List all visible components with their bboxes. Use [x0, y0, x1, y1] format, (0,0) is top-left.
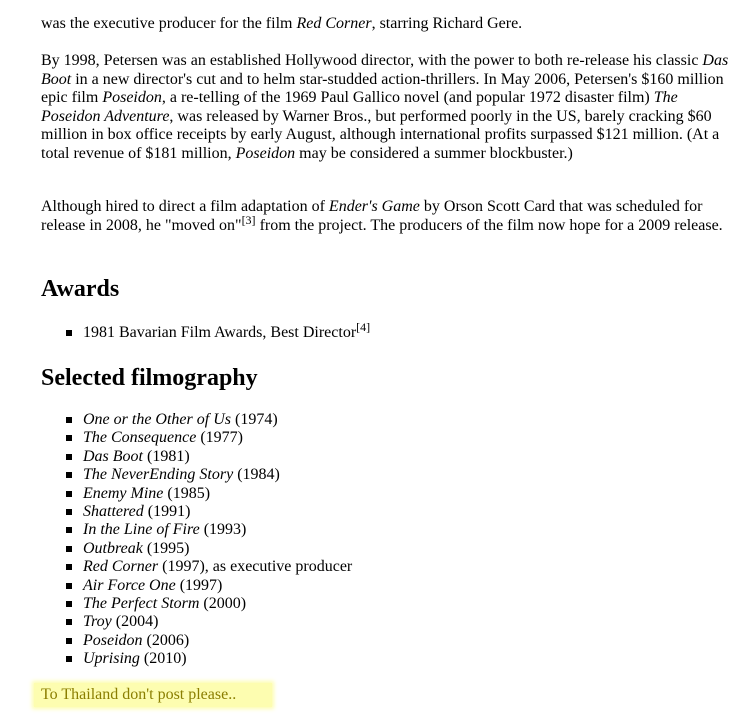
text: Although hired to direct a film adaptation of — [41, 198, 329, 215]
bullet-icon — [66, 472, 72, 478]
film-title: One or the Other of Us — [83, 411, 231, 428]
film-title: Uprising — [83, 650, 140, 668]
film-year: (1985) — [163, 484, 211, 502]
film-title: Air Force One — [83, 576, 176, 594]
film-title: Das Boot — [41, 52, 729, 88]
film-title: Ender's Game — [328, 198, 420, 215]
list-item — [66, 320, 371, 342]
text: in a new director's cut and to helm star-studded action-thrillers. In May 2006, Petersen's $160 million epic film — [41, 70, 724, 107]
bullet-icon — [66, 454, 72, 460]
film-title: Red Corner — [296, 15, 372, 32]
list-item — [66, 613, 352, 631]
film-year: (1997), as executive producer — [158, 558, 353, 576]
film-year: (2010) — [139, 650, 187, 668]
film-title: Outbreak — [83, 539, 143, 557]
film-year: (1995) — [142, 539, 190, 557]
film-title: The Perfect Storm — [83, 594, 200, 612]
film-title: Poseidon — [102, 89, 162, 107]
bullet-icon — [66, 638, 72, 644]
film-year: (1991) — [143, 502, 191, 520]
list-item — [66, 521, 352, 539]
text: , a re-telling of the 1969 Paul Gallico novel (and popular 1972 disaster film) — [161, 89, 654, 107]
bullet-icon — [66, 491, 72, 497]
list-item — [66, 411, 352, 429]
list-item — [66, 429, 352, 447]
bullet-icon — [66, 435, 72, 441]
bullet-icon — [66, 619, 72, 625]
list-item — [66, 466, 352, 484]
list-item — [66, 485, 352, 503]
list-item — [66, 448, 352, 466]
film-year: (2006) — [142, 631, 190, 649]
bullet-icon — [66, 583, 72, 589]
bullet-icon — [66, 509, 72, 515]
list-item — [66, 650, 352, 668]
film-year: (1984) — [233, 466, 280, 484]
film-title: Das Boot — [83, 447, 143, 465]
awards-list — [66, 320, 371, 342]
highlighted-note: To Thailand don't post please.. — [34, 683, 272, 707]
filmography-heading: Selected filmography — [41, 365, 258, 391]
list-item — [66, 632, 352, 650]
film-year: (1977) — [196, 429, 243, 447]
bullet-icon — [66, 656, 72, 662]
list-item — [66, 577, 352, 595]
text: , was released by Warner Bros., but performed poorly in the US, barely cracking $60 million in box office receipts by early August, although international profits surpassed $121 million. (At a total revenue of $181 million, — [41, 107, 720, 162]
text: By 1998, Petersen was an established Hollywood director, with the power to both re-release his classic — [41, 52, 703, 69]
film-year: (1993) — [199, 521, 247, 539]
list-item — [66, 503, 352, 521]
film-year: (2000) — [199, 594, 247, 612]
bullet-icon — [66, 601, 72, 607]
text: was the executive producer for the film — [41, 15, 297, 32]
bullet-icon — [66, 330, 72, 336]
list-item — [66, 595, 352, 613]
list-item — [66, 558, 352, 576]
film-year: (1974) — [230, 411, 278, 428]
film-year: (1997) — [175, 576, 223, 594]
film-title: In the Line of Fire — [83, 521, 200, 539]
paragraph-enders-game — [41, 198, 741, 235]
film-title: Red Corner — [83, 558, 159, 576]
film-title: The Poseidon Adventure — [41, 89, 678, 125]
film-title: Troy — [83, 613, 112, 631]
film-year: (2004) — [111, 613, 159, 631]
bullet-icon — [66, 564, 72, 570]
film-title: Poseidon — [83, 631, 143, 649]
bullet-icon — [66, 546, 72, 552]
paragraph-red-corner — [41, 15, 741, 34]
reference-link[interactable]: [3] — [241, 212, 256, 227]
film-title: Enemy Mine — [83, 484, 164, 502]
bullet-icon — [66, 527, 72, 533]
text: may be considered a summer blockbuster.) — [295, 144, 573, 162]
film-title: Poseidon — [235, 144, 296, 162]
bullet-icon — [66, 417, 72, 423]
list-item — [66, 540, 352, 558]
film-title: The NeverEnding Story — [83, 466, 234, 484]
film-title: The Consequence — [83, 429, 197, 447]
film-title: Shattered — [83, 502, 144, 520]
text: from the project. The producers of the film now hope for a 2009 release. — [255, 216, 723, 234]
text: , starring Richard Gere. — [371, 15, 523, 32]
paragraph-poseidon — [41, 52, 741, 164]
reference-link[interactable]: [4] — [356, 320, 371, 334]
awards-heading: Awards — [41, 276, 120, 302]
award-text: 1981 Bavarian Film Awards, Best Director — [83, 324, 357, 341]
filmography-list — [66, 411, 352, 668]
film-year: (1981) — [143, 447, 190, 465]
text: by Orson Scott Card that was scheduled for release in 2008, he "moved on" — [41, 198, 703, 234]
